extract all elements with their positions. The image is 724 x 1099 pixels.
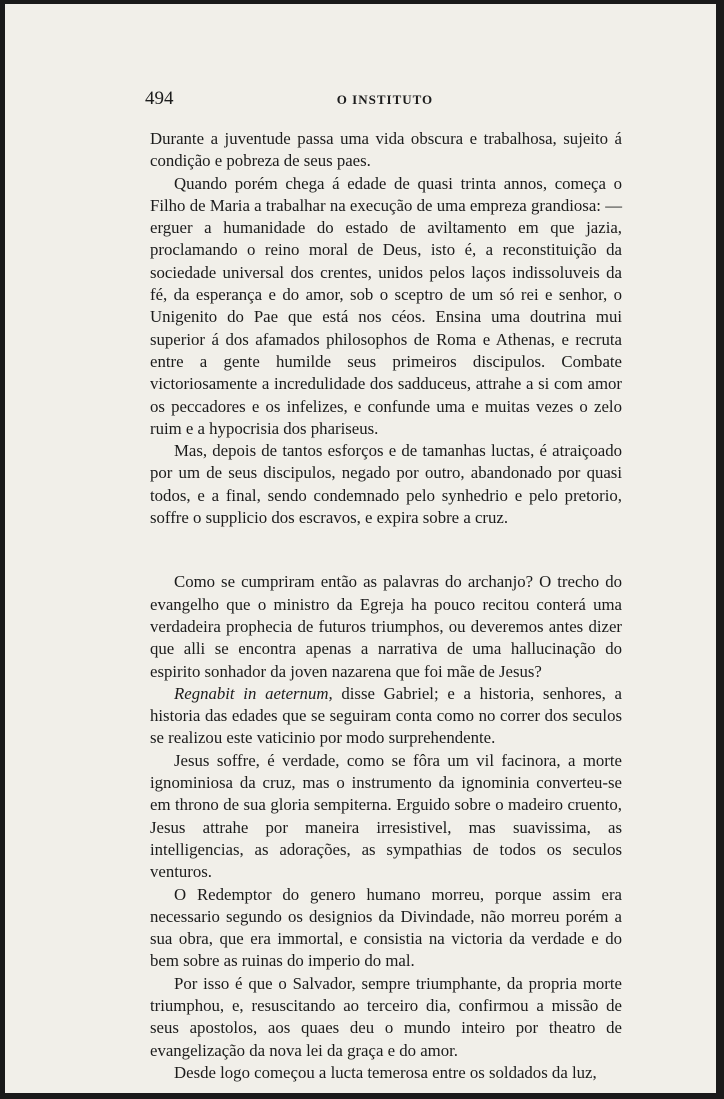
paragraph: Jesus soffre, é verdade, como se fôra um vil facinora, a morte ignominiosa da cruz, mas o instrumento da ignominia converteu-se em throno de sua gloria sempiterna. Erguido sobre o madeiro cruento, Jesus attrahe por maneira irresistivel, mas suavissima, as intelligencias, as adorações, as sympathias de todos os seculos venturos. (150, 750, 622, 882)
document-page (5, 4, 716, 1093)
body-text (150, 128, 622, 1084)
paragraph: Regnabit in aeternum, disse Gabriel; e a historia, senhores, a historia das edades que se seguiram conta como no correr dos seculos se realizou este vaticinio por modo surprehendente. (150, 683, 623, 748)
latin-phrase: Regnabit in aeternum, (174, 683, 333, 703)
paragraph: Durante a juventude passa uma vida obscura e trabalhosa, sujeito á condição e pobreza de seus paes. (150, 129, 622, 171)
page-header (145, 88, 625, 112)
paragraph: Por isso é que o Salvador, sempre triumphante, da propria morte triumphou, e, resuscitando ao terceiro dia, confirmou a missão de seus apostolos, aos quaes deu o mundo inteiro por theatro de evangelização da nova lei da graça e do amor. (150, 973, 622, 1060)
paragraph: Como se cumpriram então as palavras do archanjo? O trecho do evangelho que o ministro da Egreja ha pouco recitou conterá uma verdadeira prophecia de futuros triumphos, ou deveremos antes dizer que alli se encontra apenas a narrativa de uma hallucinação do espirito sonhador da joven nazarena que foi mãe de Jesus? (150, 572, 622, 681)
page-number: 494 (145, 88, 174, 109)
paragraph: Quando porém chega á edade de quasi trinta annos, começa o Filho de Maria a trabalhar na execução de uma empreza grandiosa: — erguer a humanidade do estado de aviltamento em que jazia, proclamando o reino moral de Deus, isto é, a reconstituição da sociedade universal dos crentes, unidos pelos laços indissoluveis da fé, da esperança e do amor, sob o sceptro de um só rei e senhor, o Unigenito do Pae que está nos céos. Ensina uma doutrina mui superior á dos afamados philosophos de Roma e Athenas, e recruta entre a gente humilde seus primeiros discipulos. Combate victoriosamente a incredulidade dos sadduceus, attrahe a si com amor os peccadores e os infelizes, e confunde uma e muitas vezes o zelo ruim e a hypocrisia dos phariseus. (150, 173, 622, 438)
paragraph: O Redemptor do genero humano morreu, porque assim era necessario segundo os designios da Divindade, não morreu porém a sua obra, que era immortal, e consistia na victoria da verdade e do bem sobre as ruinas do imperio do mal. (150, 884, 622, 971)
paragraph: Desde logo começou a lucta temerosa entre os soldados da luz, (174, 1062, 597, 1082)
paragraph: Mas, depois de tantos esforços e de tamanhas luctas, é atraiçoado por um de seus discipulos, negado por outro, abandonado por quasi todos, e a final, sendo condemnado pelo synhedrio e pelo pretorio, soffre o supplicio dos escravos, e expira sobre a cruz. (150, 441, 622, 528)
running-title: O INSTITUTO (336, 92, 434, 107)
